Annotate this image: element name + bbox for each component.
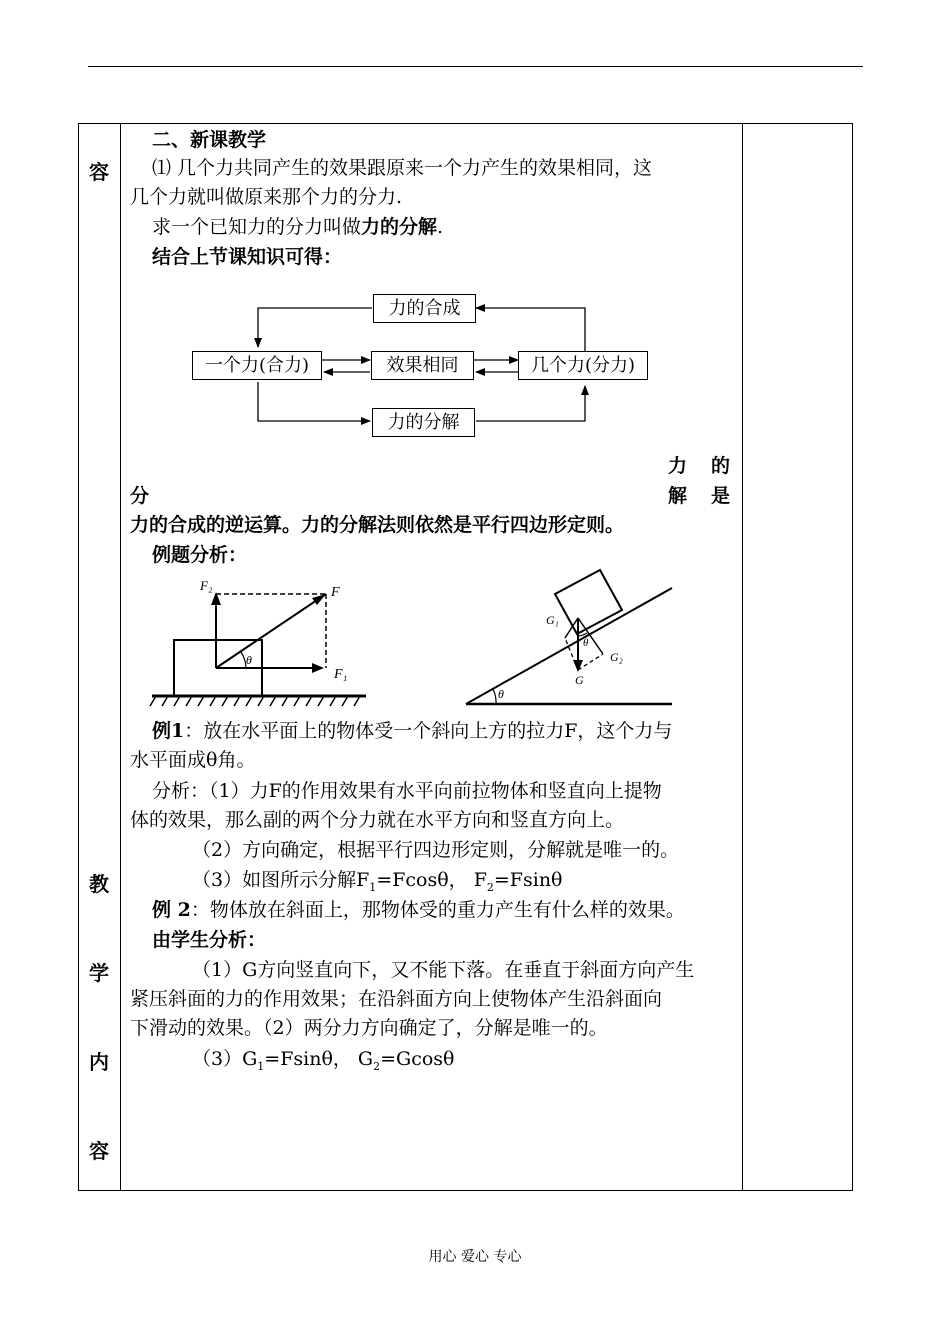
flow-box-component-forces: 几个力(分力)	[518, 351, 648, 380]
para1-line1: ⑴ 几个力共同产生的效果跟原来一个力产生的效果相同，这	[152, 157, 653, 179]
conclusion: 力的合成的逆运算。力的分解法则依然是平行四边形定则。	[130, 514, 625, 536]
ex1-text: ：放在水平面上的物体受一个斜向上方的拉力F，这个力与	[184, 720, 673, 742]
analysis-line4-b: =Fcosθ， F	[376, 869, 487, 891]
flow-arrow-to-single-force	[258, 308, 372, 347]
student-line1: （1）G方向竖直向下，又不能下落。在垂直于斜面方向产生	[192, 959, 695, 981]
table-column-divider-right	[742, 123, 743, 1191]
ex2-text: ：物体放在斜面上，那物体受的重力产生有什么样的效果。	[190, 899, 685, 921]
flow-arrow-to-component-forces	[476, 386, 585, 421]
justify-row1-a: 力	[668, 455, 688, 477]
fig2-label-g: G	[575, 673, 584, 687]
student-line4	[192, 1047, 454, 1079]
flow-arrow-to-decomposition	[258, 382, 370, 421]
flow-box-synthesis: 力的合成	[373, 294, 476, 323]
student-line3: 下滑动的效果。（2）两分力方向确定了，分解是唯一的。	[130, 1017, 608, 1039]
fig1-label-f1: F₁	[334, 667, 348, 682]
side-label-top: 容	[89, 160, 109, 184]
fig1-label-f2: F₂	[200, 578, 213, 593]
side-label-rong: 容	[89, 1139, 109, 1163]
justify-row2-b: 解	[668, 485, 688, 507]
fig2-label-theta-inner: θ	[583, 637, 589, 649]
figure-incline-gravity	[460, 566, 690, 712]
justify-row2-a: 分	[130, 485, 150, 507]
student-sub2: 2	[373, 1059, 381, 1073]
figure-horizontal-pull	[148, 572, 373, 712]
analysis-line2: 体的效果，那么副的两个分力就在水平方向和竖直方向上。	[130, 809, 625, 831]
ex2-line	[152, 898, 685, 922]
student-line4-a: （3）G	[192, 1048, 258, 1070]
example-heading: 例题分析：	[152, 544, 248, 566]
student-analysis-heading: 由学生分析：	[152, 929, 267, 951]
header-rule	[88, 66, 863, 67]
analysis-line4	[192, 868, 563, 900]
analysis-sub2: 2	[486, 880, 494, 894]
analysis-line1: 分析：（1）力F的作用效果有水平向前拉物体和竖直向上提物	[152, 780, 662, 802]
side-label-nei: 内	[89, 1050, 109, 1074]
student-line4-c: =Gcosθ	[380, 1048, 455, 1070]
student-line2: 紧压斜面的力的作用效果；在沿斜面方向上使物体产生沿斜面向	[130, 988, 663, 1010]
analysis-line4-a: （3）如图所示分解F	[192, 869, 370, 891]
para2	[152, 215, 443, 239]
ex1-line2: 水平面成θ角。	[130, 749, 256, 771]
justify-row1-b: 的	[711, 455, 731, 477]
flow-box-decomposition: 力的分解	[372, 408, 475, 437]
para2-post: .	[437, 216, 444, 238]
fig2-label-g2: G₂	[610, 650, 623, 664]
ex1-line1	[152, 719, 672, 743]
para1-line2: 几个力就叫做原来那个力的分力.	[130, 186, 403, 208]
ex2-label: 例 2	[152, 899, 191, 921]
student-line4-b: =Fsinθ， G	[264, 1048, 374, 1070]
ex1-label: 例1	[152, 720, 185, 742]
section-title: 二、新课教学	[152, 129, 267, 151]
analysis-sub1: 1	[369, 880, 377, 894]
side-label-xue: 学	[89, 961, 109, 985]
analysis-line4-c: =Fsinθ	[493, 869, 563, 891]
analysis-line3: （2）方向确定，根据平行四边形定则，分解就是唯一的。	[192, 839, 680, 861]
fig2-label-theta: θ	[498, 687, 504, 701]
flow-arrow-to-synthesis	[476, 308, 585, 353]
student-sub1: 1	[257, 1059, 265, 1073]
flow-box-same-effect: 效果相同	[371, 351, 474, 380]
para3: 结合上节课知识可得：	[152, 246, 343, 268]
table-column-divider-left	[120, 123, 121, 1191]
para2-term: 力的分解	[361, 216, 438, 238]
side-label-jiao: 教	[89, 872, 109, 896]
fig1-label-f: F	[331, 585, 340, 600]
flow-box-single-force: 一个力(合力)	[192, 351, 322, 380]
fig2-label-g1: G₁	[546, 613, 559, 627]
para2-pre: 求一个已知力的分力叫做	[152, 216, 362, 238]
justify-row2-c: 是	[711, 485, 731, 507]
fig1-label-theta: θ	[246, 653, 252, 667]
page-footer: 用心 爱心 专心	[428, 1249, 522, 1265]
